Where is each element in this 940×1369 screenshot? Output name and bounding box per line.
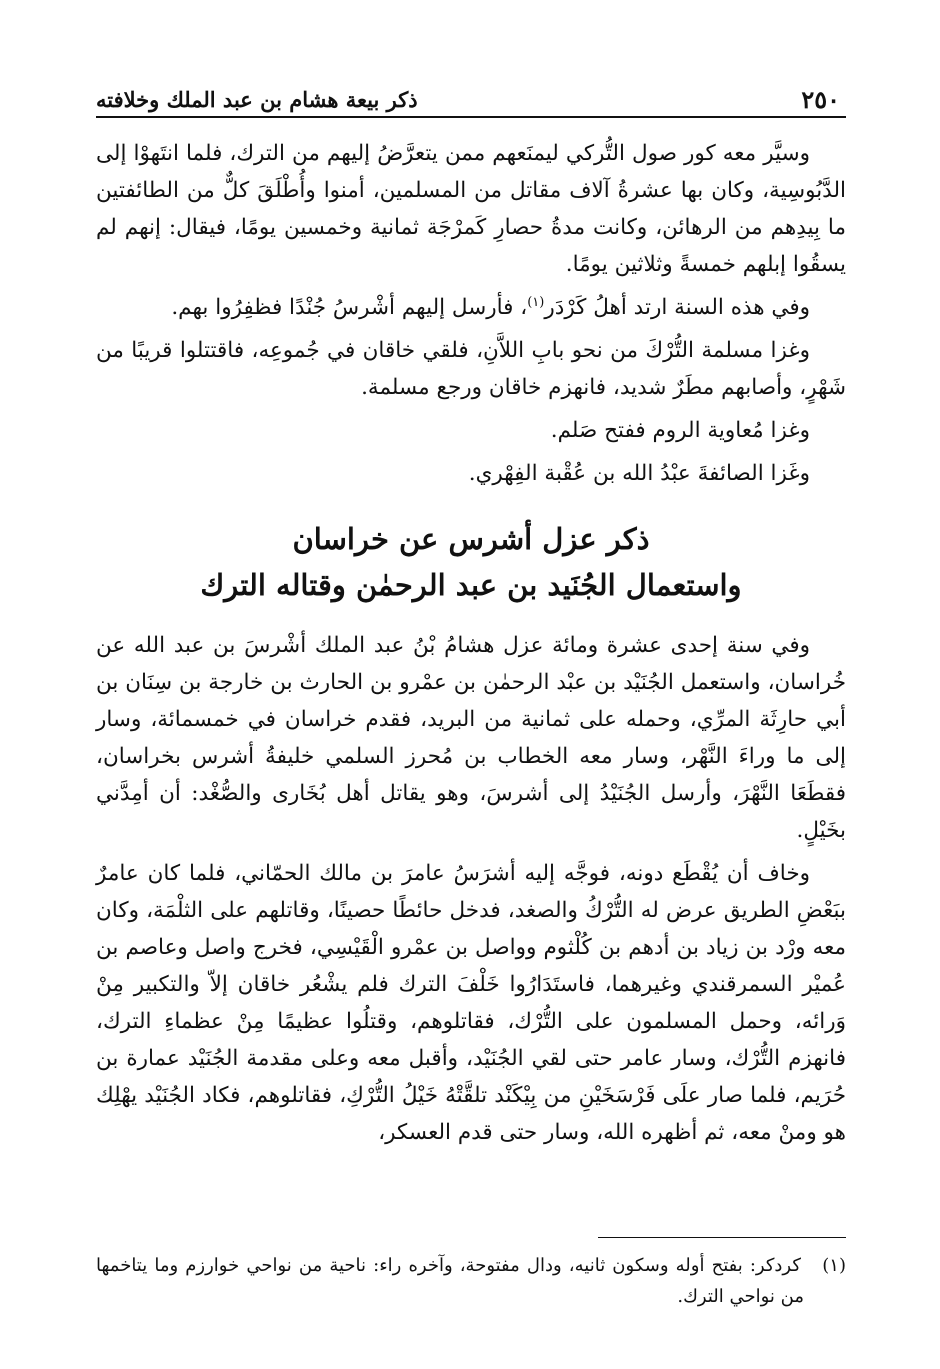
footnote-divider: [598, 1237, 846, 1238]
paragraph-text: ، فأرسل إليهم أشْرسُ جُنْدًا فظفِرُوا بهم.: [171, 294, 528, 320]
paragraph: وفي سنة إحدى عشرة ومائة عزل هشامُ بْنُ عبد الملك أشْرسَ بن عبد الله عن خُراسان، واستعمل الجُنَيْد بن عبْد الرحمٰن بن عمْرو بن الحارث بن خارجة بن سِنَان بن أبي حارِثَة المرِّي، وحمله على ثمانية من البريد، فقدم خراسان في خمسمائة، وسار إلى ما وراءَ النَّهْر، وسار معه الخطاب بن مُحرز السلمي خليفةُ أشرس بخراسان، فقطَعَا النَّهْرَ، وأرسل الجُنَيْدُ إلى أشرسَ، وهو يقاتل أهل بُخَارى والصُّغْد: أن أمِدَّني بخَيْلٍ.: [96, 633, 846, 844]
paragraph: وغزا مُعاوية الروم ففتح صَلم.: [550, 417, 810, 443]
paragraph: وغزا مسلمة التُّرْكَ من نحو بابِ اللاَّنِ، فلقي خاقان في جُموعِه، فاقتتلوا قريبًا من شَهْرٍ، وأصابهم مطَرٌ شديد، فانهزم خاقان ورجع مسلمة.: [96, 337, 846, 400]
paragraph-text: وفي هذه السنة ارتد أهلُ كَرْدَر: [544, 294, 810, 320]
footnote-reference[interactable]: (١): [527, 294, 545, 310]
page-header: [96, 82, 846, 118]
section-heading-line-1: ذكر عزل أشرس عن خراسان: [292, 521, 650, 556]
running-title: ذكر بيعة هشام بن عبد الملك وخلافته: [96, 86, 418, 112]
paragraph: وخاف أن يُقْطَع دونه، فوجَّه إليه أشرَسُ عامرَ بن مالك الحمّاني، فلما كان عامرٌ ببَعْضِ الطريق عرض له التُّرْكُ والصغد، فدخل حائطًا حصينًا، وقاتلهم على الثلْمَة، وكان معه ورْد بن زياد بن أدهم بن كُلْثوم وواصل بن عمْرو الْقَيْسِي، فخرج واصل وعاصم بن عُميْر السمرقندي وغيرهما، فاستَدَارُوا خَلْفَ الترك فلم يشْعُر خاقان إلاّ والتكبير مِنْ وَرائه، وحمل المسلمون على التُّرْك، فقاتلوهم، وقتلُوا عظيمًا مِنْ عظماءِ الترك، فانهزم التُّرْك، وسار عامر حتى لقي الجُنَيْد، وأقبل معه وعلى مقدمة الجُنَيْد عمارة بن حُرَيم، فلما صار علَى فَرْسَخَيْنِ من بِيْكَنْد تلقَّتْهُ خَيْلُ التُّرْكِ، فقاتلوهم، فكاد الجُنَيْد يهْلِك هو ومنْ معه، ثم أظهره الله، وسار حتى قدم العسكر،: [96, 861, 846, 1145]
paragraph: وغَزا الصائفةَ عبْدُ الله بن عُقْبة الفِهْري.: [468, 460, 810, 486]
section-heading: [96, 517, 846, 609]
page-body: [96, 136, 846, 1158]
page-number: ٢٥٠: [801, 84, 840, 114]
section-heading-line-2: واستعمال الجُنَيد بن عبد الرحمٰن وقتاله الترك: [200, 567, 742, 602]
paragraph: [96, 290, 846, 327]
footnote: [96, 1251, 846, 1312]
paragraph: وسيَّر معه كور صول التُّركي ليمنَعهم ممن يتعرَّضُ إليهم من الترك، فلما انتَهوْا إلى الدَّبُوسِية، وكان بها عشرةُ آلاف مقاتل من المسلمين، أمنوا وأُطْلَقَ كلٌّ من الطائفتين ما بِيدِهم من الرهائن، وكانت مدةُ حصارِ كَمرْجَة ثمانية وخمسين يومًا، فيقال: إنهم لم يسقُوا إبلهم خمسةً وثلاثين يومًا.: [96, 141, 846, 277]
footnote-text: كردكر: بفتح أوله وسكون ثانيه، ودال مفتوحة، وآخره راء: ناحية من نواحي خوارزم وما يتاخمها من نواحي الترك.: [96, 1255, 804, 1307]
footnote-marker: (١): [822, 1255, 846, 1276]
footnote-entry: [96, 1251, 846, 1312]
